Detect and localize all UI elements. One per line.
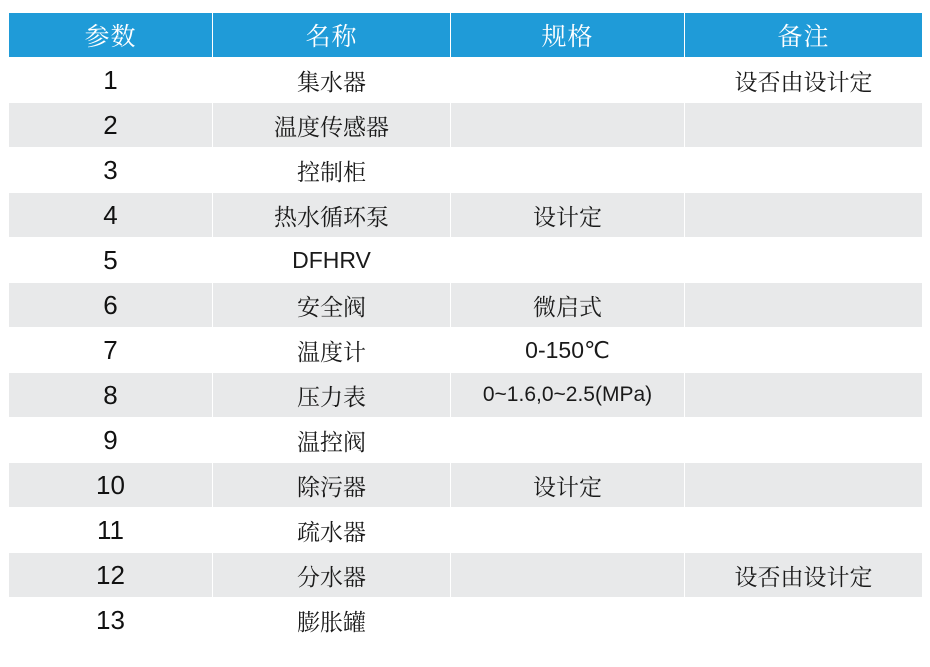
cell-name: DFHRV	[213, 238, 451, 283]
cell-note	[685, 238, 923, 283]
cell-spec: 0-150℃	[451, 328, 685, 373]
column-header-spec: 规格	[451, 13, 685, 58]
cell-param: 12	[9, 553, 213, 598]
table-row	[9, 418, 923, 463]
cell-note	[685, 283, 923, 328]
table-row	[9, 508, 923, 553]
column-header-name: 名称	[213, 13, 451, 58]
cell-name: 除污器	[213, 463, 451, 508]
cell-spec: 微启式	[451, 283, 685, 328]
cell-name: 分水器	[213, 553, 451, 598]
table-body	[9, 58, 923, 643]
table-row	[9, 463, 923, 508]
cell-param: 8	[9, 373, 213, 418]
cell-note: 设否由设计定	[685, 58, 923, 103]
cell-spec	[451, 103, 685, 148]
cell-param: 1	[9, 58, 213, 103]
table-row	[9, 283, 923, 328]
cell-spec	[451, 58, 685, 103]
cell-spec	[451, 508, 685, 553]
table-row	[9, 103, 923, 148]
cell-name: 温度传感器	[213, 103, 451, 148]
table-row	[9, 193, 923, 238]
cell-note	[685, 148, 923, 193]
cell-param: 11	[9, 508, 213, 553]
header-row	[9, 13, 923, 58]
cell-note	[685, 508, 923, 553]
cell-param: 6	[9, 283, 213, 328]
table-header	[9, 13, 923, 58]
cell-param: 9	[9, 418, 213, 463]
cell-name: 压力表	[213, 373, 451, 418]
table-row	[9, 598, 923, 643]
cell-name: 集水器	[213, 58, 451, 103]
cell-param: 10	[9, 463, 213, 508]
cell-spec	[451, 148, 685, 193]
cell-name: 温度计	[213, 328, 451, 373]
table-row	[9, 553, 923, 598]
cell-name: 温控阀	[213, 418, 451, 463]
cell-note	[685, 328, 923, 373]
cell-name: 热水循环泵	[213, 193, 451, 238]
cell-spec: 0~1.6,0~2.5(MPa)	[451, 373, 685, 418]
cell-spec	[451, 598, 685, 643]
table-row	[9, 238, 923, 283]
equipment-spec-table	[8, 12, 923, 643]
column-header-note: 备注	[685, 13, 923, 58]
cell-note	[685, 373, 923, 418]
cell-spec: 设计定	[451, 193, 685, 238]
cell-param: 5	[9, 238, 213, 283]
table-row	[9, 58, 923, 103]
cell-name: 控制柜	[213, 148, 451, 193]
cell-param: 7	[9, 328, 213, 373]
table-row	[9, 328, 923, 373]
column-header-param: 参数	[9, 13, 213, 58]
cell-spec	[451, 418, 685, 463]
cell-param: 13	[9, 598, 213, 643]
cell-note	[685, 418, 923, 463]
cell-name: 安全阀	[213, 283, 451, 328]
cell-param: 3	[9, 148, 213, 193]
cell-note	[685, 193, 923, 238]
cell-name: 疏水器	[213, 508, 451, 553]
cell-spec: 设计定	[451, 463, 685, 508]
cell-spec	[451, 553, 685, 598]
cell-name: 膨胀罐	[213, 598, 451, 643]
cell-note	[685, 598, 923, 643]
cell-param: 2	[9, 103, 213, 148]
table-row	[9, 148, 923, 193]
cell-spec	[451, 238, 685, 283]
table-row	[9, 373, 923, 418]
cell-note: 设否由设计定	[685, 553, 923, 598]
cell-note	[685, 463, 923, 508]
cell-param: 4	[9, 193, 213, 238]
cell-note	[685, 103, 923, 148]
